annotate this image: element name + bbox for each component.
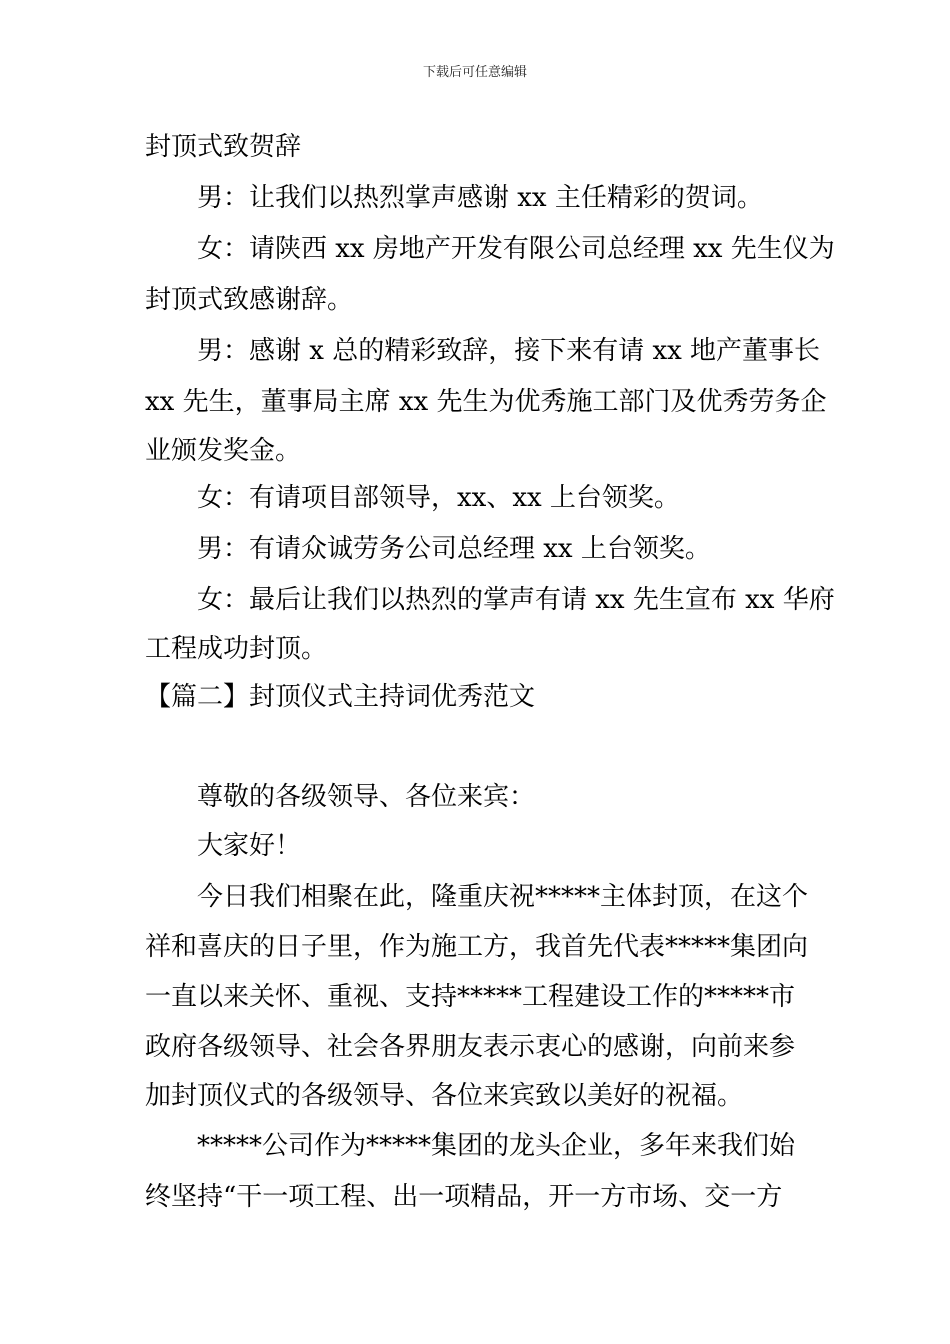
- paragraph-line: 今日我们相聚在此，隆重庆祝*****主体封顶，在这个: [197, 882, 809, 912]
- paragraph-line: 封顶式致感谢辞。: [145, 285, 354, 315]
- header-note: 下载后可任意编辑: [422, 65, 527, 80]
- paragraph-line: 业颁发奖金。: [145, 436, 302, 466]
- paragraph-line: 男：感谢 x 总的精彩致辞，接下来有请 xx 地产董事长: [197, 336, 821, 366]
- paragraph-line: 加封顶仪式的各级领导、各位来宾致以美好的祝福。: [145, 1081, 744, 1111]
- paragraph-line: 政府各级领导、社会各界朋友表示衷心的感谢，向前来参: [145, 1032, 796, 1062]
- paragraph-line: xx 先生，董事局主席 xx 先生为优秀施工部门及优秀劳务企: [145, 387, 827, 417]
- paragraph-line: 女：最后让我们以热烈的掌声有请 xx 先生宣布 xx 华府: [197, 585, 835, 615]
- paragraph-line: 终坚持“干一项工程、出一项精品，开一方市场、交一方: [145, 1182, 783, 1212]
- salutation: 尊敬的各级领导、各位来宾：: [197, 782, 536, 812]
- section-heading: 【篇二】封顶仪式主持词优秀范文: [145, 682, 536, 712]
- greeting: 大家好！: [197, 831, 302, 861]
- paragraph-line: 女：有请项目部领导，xx、xx 上台领奖。: [197, 483, 680, 513]
- paragraph-line: 女：请陕西 xx 房地产开发有限公司总经理 xx 先生仪为: [197, 234, 835, 264]
- paragraph-line: 工程成功封顶。: [145, 634, 328, 664]
- paragraph-line: *****公司作为*****集团的龙头企业，多年来我们始: [197, 1131, 796, 1161]
- paragraph-line: 祥和喜庆的日子里，作为施工方，我首先代表*****集团向: [145, 932, 809, 962]
- paragraph-line: 男：让我们以热烈掌声感谢 xx 主任精彩的贺词。: [197, 183, 763, 213]
- section-heading: 封顶式致贺辞: [145, 132, 302, 162]
- paragraph-line: 一直以来关怀、重视、支持*****工程建设工作的*****市: [145, 982, 796, 1012]
- paragraph-line: 男：有请众诚劳务公司总经理 xx 上台领奖。: [197, 534, 711, 564]
